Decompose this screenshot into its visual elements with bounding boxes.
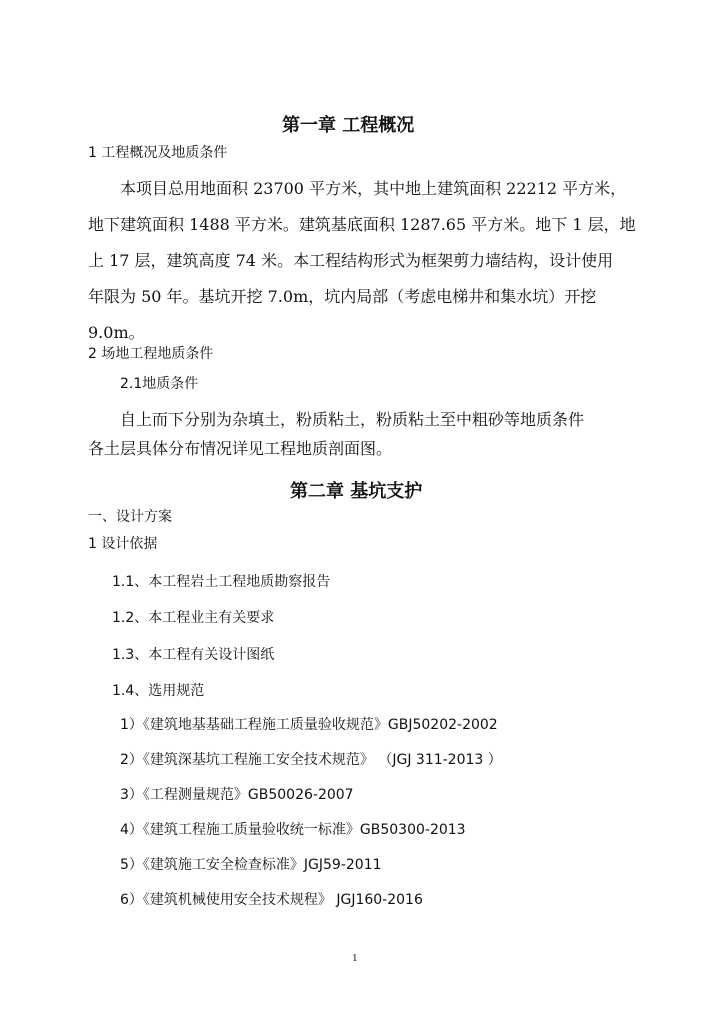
- subsection-2-1-heading: 2.1地质条件: [120, 376, 199, 392]
- chapter-1-title: 第一章 工程概况: [282, 115, 415, 136]
- part-1-heading: 一、设计方案: [88, 509, 172, 525]
- paragraph-1-line-4: 年限为 50 年。基坑开挖 7.0m，坑内局部（考虑电梯井和集水坑）开挖: [88, 287, 597, 306]
- paragraph-2-line-2: 各土层具体分布情况详见工程地质剖面图。: [88, 439, 393, 458]
- design-basis-heading: 1 设计依据: [88, 536, 158, 552]
- paragraph-1-line-1: 本项目总用地面积 23700 平方米，其中地上建筑面积 22212 平方米，: [120, 179, 627, 198]
- paragraph-1-line-3: 上 17 层，建筑高度 74 米。本工程结构形式为框架剪力墙结构，设计使用: [88, 251, 614, 270]
- chapter-2-title: 第二章 基坑支护: [290, 481, 423, 502]
- standard-item-5: 5）《建筑施工安全检查标准》JGJ59-2011: [120, 857, 382, 873]
- standard-item-2: 2）《建筑深基坑工程施工安全技术规范》 （JGJ 311-2013 ）: [120, 752, 502, 768]
- page-number: 1: [352, 952, 358, 964]
- design-basis-item-4: 1.4、选用规范: [112, 683, 205, 699]
- section-2-heading: 2 场地工程地质条件: [88, 346, 214, 362]
- paragraph-1-line-2: 地下建筑面积 1488 平方米。建筑基底面积 1287.65 平方米。地下 1 层，地: [88, 215, 636, 234]
- design-basis-item-3: 1.3、本工程有关设计图纸: [112, 647, 275, 663]
- standard-item-1: 1）《建筑地基基础工程施工质量验收规范》GBJ50202-2002: [120, 717, 498, 733]
- design-basis-item-2: 1.2、本工程业主有关要求: [112, 610, 275, 626]
- section-1-heading: 1 工程概况及地质条件: [88, 145, 228, 161]
- standard-item-4: 4）《建筑工程施工质量验收统一标准》GB50300-2013: [120, 822, 466, 838]
- design-basis-item-1: 1.1、本工程岩土工程地质勘察报告: [112, 574, 331, 590]
- paragraph-2-line-1: 自上而下分别为杂填土，粉质粘土，粉质粘土至中粗砂等地质条件: [120, 410, 585, 429]
- standard-item-6: 6）《建筑机械使用安全技术规程》 JGJ160-2016: [120, 892, 423, 908]
- paragraph-1-line-5: 9.0m。: [88, 323, 145, 342]
- standard-item-3: 3）《工程测量规范》GB50026-2007: [120, 787, 354, 803]
